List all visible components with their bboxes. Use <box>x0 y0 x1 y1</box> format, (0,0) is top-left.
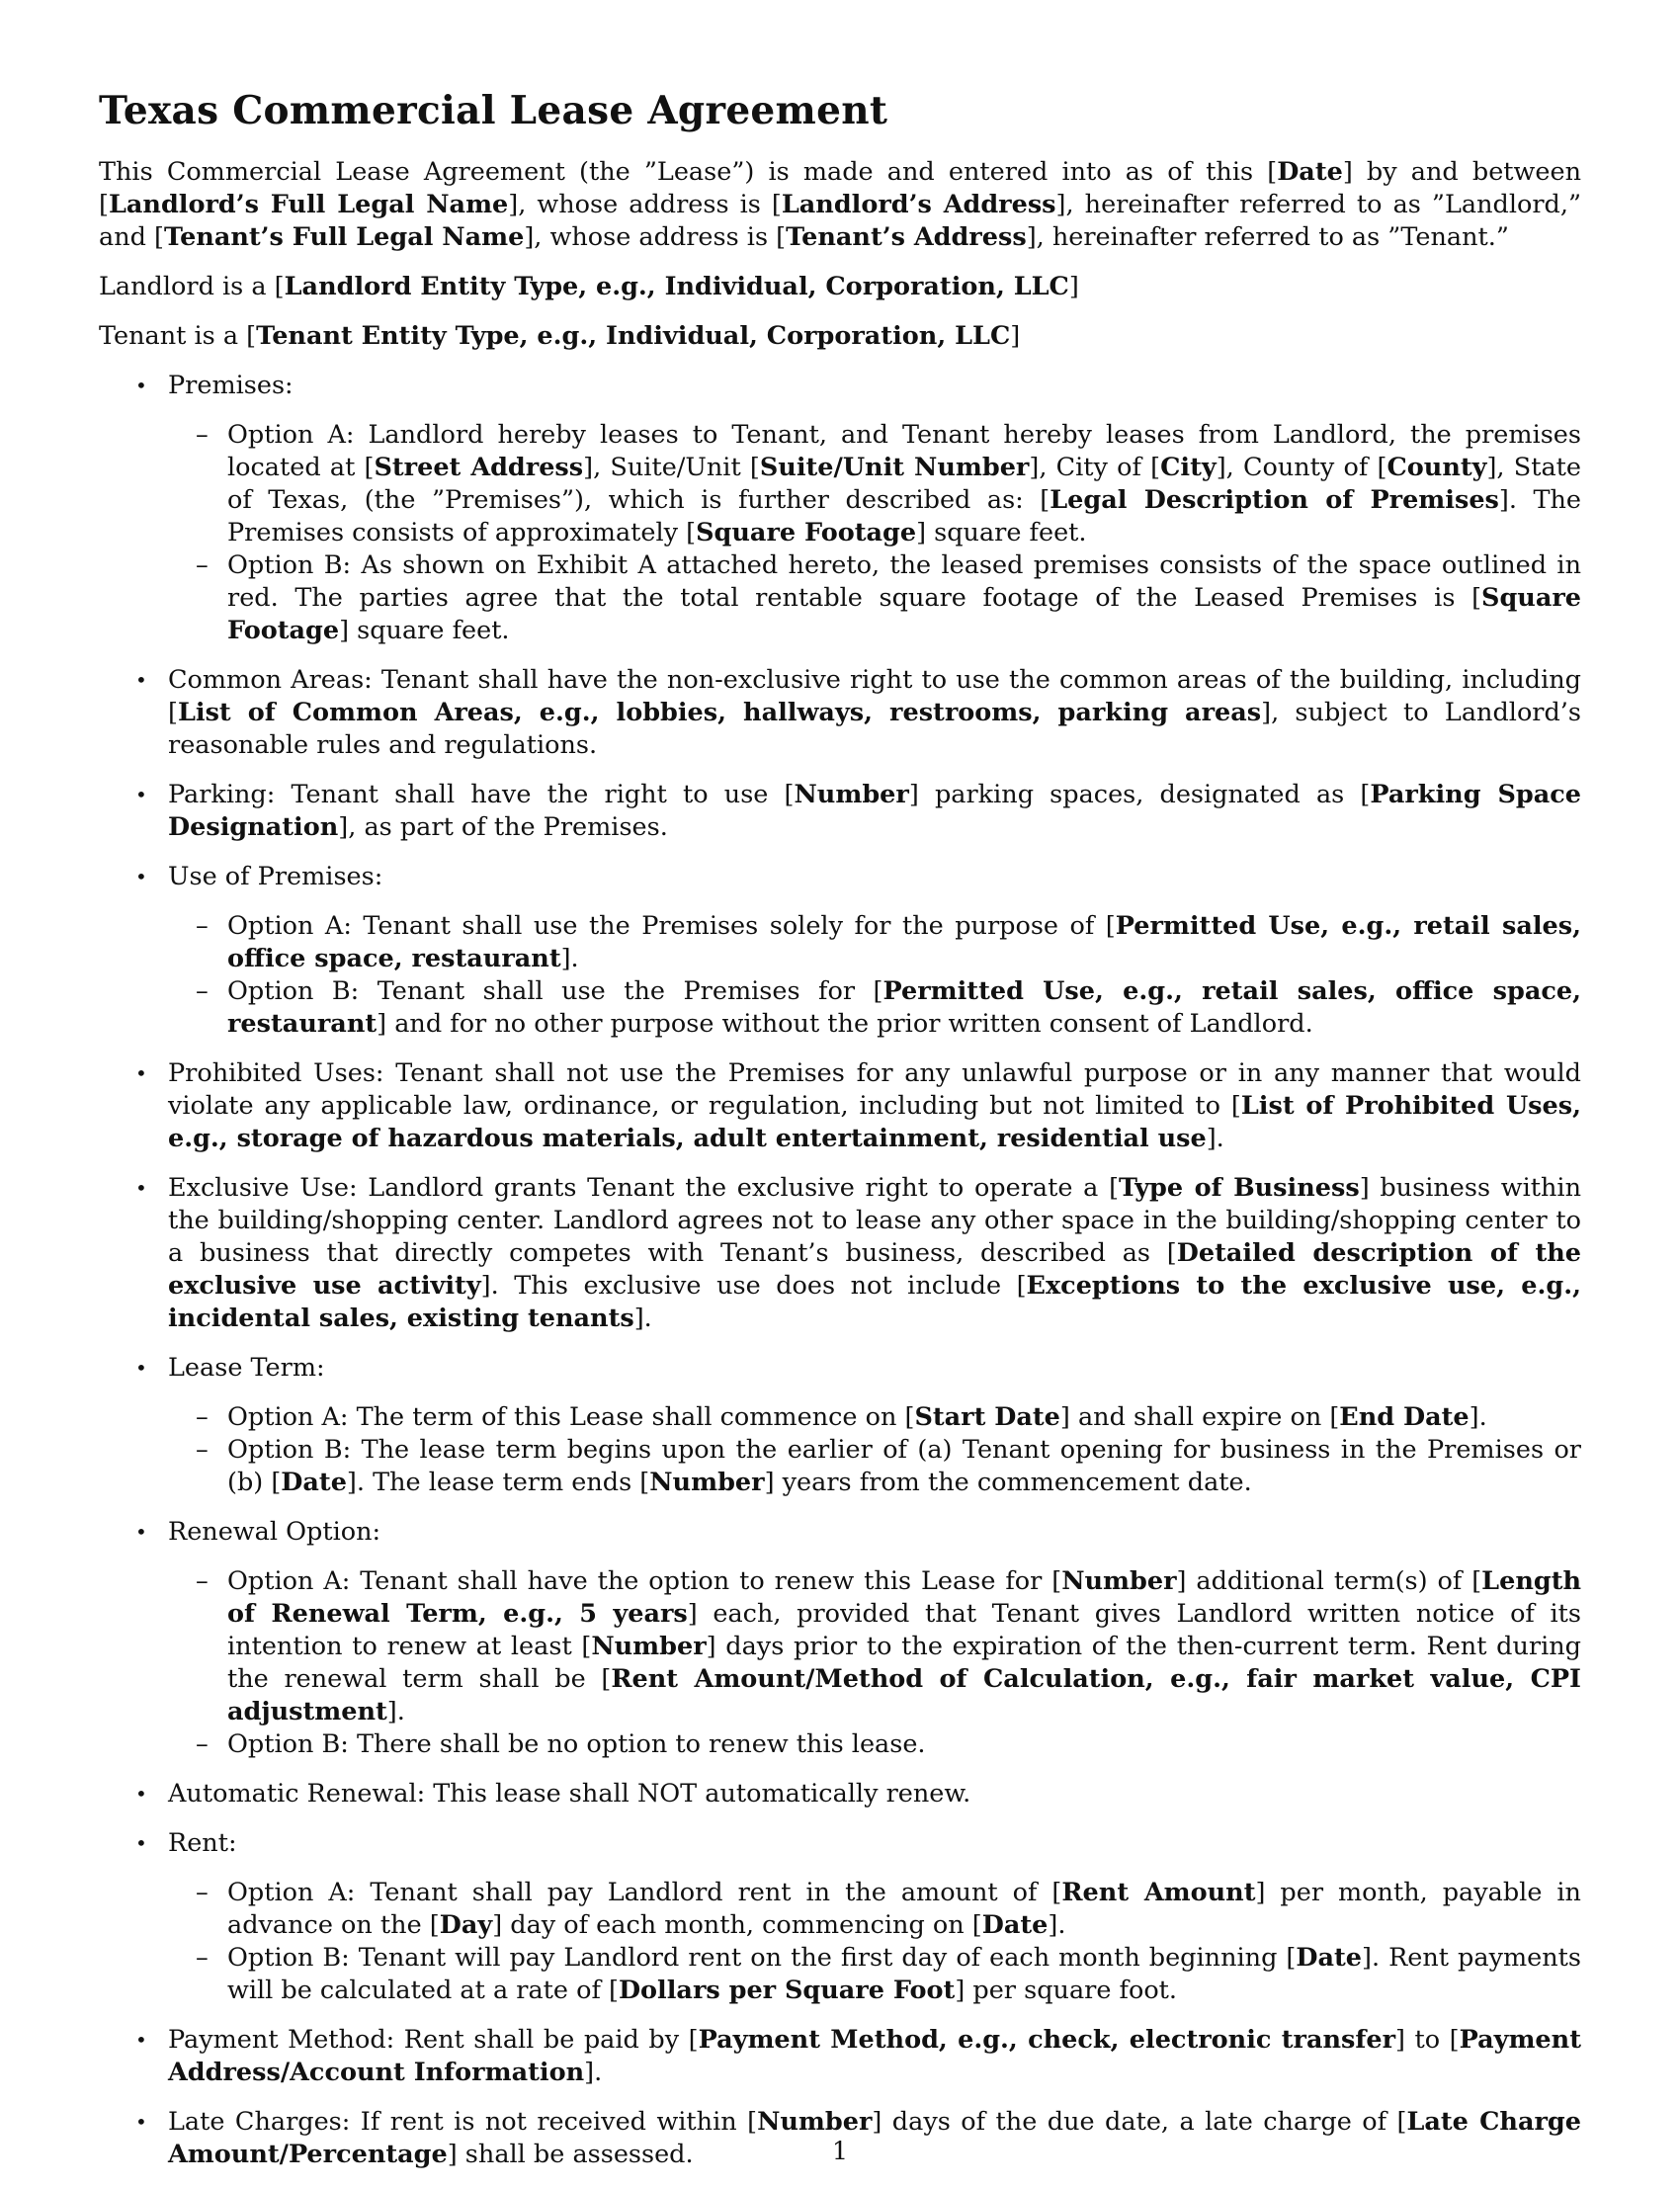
text: ]. <box>1469 1402 1487 1432</box>
text: ], subject to Landlord’s reasonable rules and regulations. <box>168 698 1581 760</box>
option-b <box>168 1728 1581 1761</box>
bullet-icon: • <box>135 668 147 692</box>
text: ] days of the due date, a late charge of [ <box>872 2107 1407 2137</box>
option-b <box>168 549 1581 647</box>
clause-common-areas <box>99 664 1581 762</box>
text: ] per square foot. <box>955 1976 1178 2005</box>
placeholder: List of Common Areas, e.g., lobbies, hallways, restrooms, parking areas <box>177 698 1262 727</box>
text: ] shall be assessed. <box>447 2140 694 2169</box>
document-title: Texas Commercial Lease Agreement <box>99 88 888 133</box>
text: Option A: Tenant shall pay Landlord rent in the amount of [ <box>227 1878 1062 1907</box>
text: ]. This exclusive use does not include [ <box>480 1271 1027 1301</box>
text: Payment Method: Rent shall be paid by [ <box>168 2025 699 2055</box>
text: Option A: The term of this Lease shall commence on [ <box>227 1402 915 1432</box>
text: ], whose address is [ <box>508 190 782 219</box>
placeholder: Date <box>281 1468 347 1497</box>
text: ]. <box>584 2058 603 2087</box>
placeholder: List of Prohibited Uses, e.g., storage of hazardous materials, adult entertainment, residential use <box>168 1091 1581 1153</box>
clause-label: Use of Premises: <box>168 862 383 891</box>
text: ] <box>1068 272 1079 301</box>
clause-parking <box>99 779 1581 844</box>
placeholder: Rent Amount/Method of Calculation, e.g., fair market value, CPI adjustment <box>227 1664 1581 1726</box>
text: ] years from the commencement date. <box>764 1468 1252 1497</box>
text: ]. The Premises consists of approximately [ <box>227 485 1581 547</box>
clause-label: Renewal Option: <box>168 1517 381 1547</box>
text: Parking: Tenant shall have the right to use [ <box>168 780 795 809</box>
text: Option B: As shown on Exhibit A attached hereto, the leased premises consists of the space outlined in red. The parties agree that the total rentable square footage of the Leased Premises is [ <box>227 550 1581 613</box>
dash-icon: – <box>196 1943 209 1973</box>
placeholder: Date <box>1296 1943 1363 1973</box>
text: ] and shall expire on [ <box>1059 1402 1340 1432</box>
intro-paragraph <box>99 156 1581 254</box>
text: ]. <box>1206 1124 1224 1153</box>
text: ] parking spaces, designated as [ <box>908 780 1371 809</box>
option-list <box>168 1401 1581 1499</box>
placeholder: Late Charge Amount/Percentage <box>168 2107 1581 2169</box>
text: ]. <box>1048 1910 1066 1940</box>
placeholder: End Date <box>1339 1402 1470 1432</box>
placeholder: Number <box>1061 1566 1177 1596</box>
placeholder-tenant-name: Tenant’s Full Legal Name <box>164 222 525 252</box>
bullet-icon: • <box>135 1176 147 1200</box>
placeholder: Number <box>757 2107 873 2137</box>
dash-icon: – <box>196 1878 209 1907</box>
placeholder: Exceptions to the exclusive use, e.g., incidental sales, existing tenants <box>168 1271 1581 1333</box>
placeholder: Rent Amount <box>1061 1878 1256 1907</box>
bullet-icon: • <box>135 2028 147 2052</box>
placeholder: Permitted Use, e.g., retail sales, office space, restaurant <box>227 911 1581 973</box>
placeholder: Permitted Use, e.g., retail sales, office space, restaurant <box>227 976 1581 1039</box>
dash-icon: – <box>196 420 209 450</box>
page-number: 1 <box>831 2137 849 2166</box>
text: Landlord is a [ <box>99 272 285 301</box>
placeholder-landlord-name: Landlord’s Full Legal Name <box>108 190 509 219</box>
clause-label: Rent: <box>168 1828 237 1858</box>
option-a <box>168 1401 1581 1434</box>
option-list <box>168 1877 1581 2007</box>
dash-icon: – <box>196 1402 209 1432</box>
text: ], Suite/Unit [ <box>583 453 760 482</box>
placeholder: Square Footage <box>227 583 1581 645</box>
option-a <box>168 1877 1581 1942</box>
text: ] day of each month, commencing on [ <box>492 1910 982 1940</box>
placeholder: Parking Space Designation <box>168 780 1581 842</box>
clause-renewal-option <box>99 1516 1581 1761</box>
dash-icon: – <box>196 1435 209 1465</box>
bullet-icon: • <box>135 865 147 888</box>
placeholder: Type of Business <box>1119 1173 1360 1203</box>
clause-payment-method <box>99 2024 1581 2089</box>
placeholder: Street Address <box>374 453 584 482</box>
option-a <box>168 910 1581 975</box>
option-a <box>168 419 1581 549</box>
clause-prohibited-uses <box>99 1057 1581 1155</box>
clause-list <box>99 370 1581 2171</box>
bullet-icon: • <box>135 1520 147 1544</box>
text: ] days prior to the expiration of the then-current term. Rent during the renewal term shall be [ <box>227 1632 1581 1694</box>
bullet-icon: • <box>135 1061 147 1085</box>
placeholder: County <box>1386 453 1487 482</box>
bullet-icon: • <box>135 783 147 806</box>
text: ], State of Texas, (the ”Premises”), which is further described as: [ <box>227 453 1582 515</box>
text: ], whose address is [ <box>524 222 787 252</box>
placeholder: Dollars per Square Foot <box>618 1976 956 2005</box>
clause-label: Premises: <box>168 371 294 400</box>
placeholder: Number <box>591 1632 707 1661</box>
placeholder: Number <box>649 1468 765 1497</box>
text: ], as part of the Premises. <box>338 812 668 842</box>
text: Prohibited Uses: Tenant shall not use the Premises for any unlawful purpose or in any manner that would violate any applicable law, ordinance, or regulation, including but not limited to [ <box>168 1058 1581 1121</box>
text: Common Areas: Tenant shall have the non-exclusive right to use the common areas of the building, including [ <box>168 665 1581 727</box>
placeholder: Payment Method, e.g., check, electronic transfer <box>698 2025 1396 2055</box>
text: ]. The lease term ends [ <box>346 1468 650 1497</box>
bullet-icon: • <box>135 2110 147 2134</box>
text: ] square feet. <box>916 518 1087 547</box>
text: ] square feet. <box>339 616 510 645</box>
text: ]. <box>560 944 579 973</box>
placeholder: Start Date <box>914 1402 1060 1432</box>
document-page <box>99 87 1581 2188</box>
text: Option B: There shall be no option to renew this lease. <box>227 1729 926 1759</box>
text: Option B: Tenant shall use the Premises for [ <box>227 976 883 1006</box>
clause-exclusive-use <box>99 1172 1581 1335</box>
clause-label: Lease Term: <box>168 1353 325 1383</box>
text: Option A: Tenant shall use the Premises solely for the purpose of [ <box>227 911 1116 941</box>
text: Tenant is a [ <box>99 321 257 351</box>
placeholder-landlord-entity-type: Landlord Entity Type, e.g., Individual, Corporation, LLC <box>284 272 1069 301</box>
option-list <box>168 1565 1581 1761</box>
bullet-icon: • <box>135 1356 147 1380</box>
text: ]. Rent payments will be calculated at a rate of [ <box>227 1943 1582 2005</box>
text: ] <box>1010 321 1021 351</box>
placeholder: Number <box>794 780 909 809</box>
text: ] per month, payable in advance on the [ <box>227 1878 1581 1940</box>
text: ], hereinafter referred to as ”Landlord,” and [ <box>99 190 1582 252</box>
placeholder: Payment Address/Account Information <box>168 2025 1581 2087</box>
dash-icon: – <box>196 976 209 1006</box>
text: ] each, provided that Tenant gives Landlord written notice of its intention to renew at least [ <box>227 1599 1581 1661</box>
clause-lease-term <box>99 1352 1581 1499</box>
text: Option A: Tenant shall have the option to renew this Lease for [ <box>227 1566 1062 1596</box>
option-b <box>168 1434 1581 1499</box>
dash-icon: – <box>196 1566 209 1596</box>
text: Exclusive Use: Landlord grants Tenant the exclusive right to operate a [ <box>168 1173 1120 1203</box>
text: Option B: Tenant will pay Landlord rent on the first day of each month beginning [ <box>227 1943 1297 1973</box>
text: ] additional term(s) of [ <box>1176 1566 1482 1596</box>
placeholder-date: Date <box>1277 157 1343 187</box>
bullet-icon: • <box>135 1831 147 1855</box>
text: ], City of [ <box>1029 453 1161 482</box>
clause-automatic-renewal <box>99 1778 1581 1810</box>
placeholder: Date <box>981 1910 1049 1940</box>
text: Option A: Landlord hereby leases to Tenant, and Tenant hereby leases from Landlord, the premises located at [ <box>227 420 1581 482</box>
bullet-icon: • <box>135 374 147 397</box>
clause-use-of-premises <box>99 861 1581 1041</box>
placeholder-landlord-address: Landlord’s Address <box>781 190 1056 219</box>
text: ], hereinafter referred to as ”Tenant.” <box>1026 222 1509 252</box>
dash-icon: – <box>196 550 209 580</box>
clause-rent <box>99 1827 1581 2007</box>
placeholder: Legal Description of Premises <box>1050 485 1499 515</box>
placeholder-tenant-entity-type: Tenant Entity Type, e.g., Individual, Corporation, LLC <box>256 321 1011 351</box>
tenant-type-paragraph <box>99 320 1581 353</box>
bullet-icon: • <box>135 1782 147 1806</box>
option-a <box>168 1565 1581 1728</box>
dash-icon: – <box>196 911 209 941</box>
text: ] by and between [ <box>99 157 1581 219</box>
option-list <box>168 910 1581 1041</box>
option-list <box>168 419 1581 647</box>
placeholder: Length of Renewal Term, e.g., 5 years <box>227 1566 1582 1629</box>
placeholder-tenant-address: Tenant’s Address <box>786 222 1027 252</box>
text: ] business within the building/shopping center. Landlord agrees not to lease any other space in the building/shopping center to a business that directly competes with Tenant’s business, described as [ <box>168 1173 1581 1268</box>
text: ] to [ <box>1395 2025 1460 2055</box>
text: ]. <box>386 1697 405 1726</box>
text: Automatic Renewal: This lease shall NOT automatically renew. <box>168 1779 971 1809</box>
placeholder: Detailed description of the exclusive use activity <box>168 1238 1582 1301</box>
text: ], County of [ <box>1216 453 1387 482</box>
placeholder: Square Footage <box>696 518 917 547</box>
text: Late Charges: If rent is not received within [ <box>168 2107 758 2137</box>
placeholder: City <box>1160 453 1217 482</box>
text: This Commercial Lease Agreement (the ”Lease”) is made and entered into as of this [ <box>99 157 1278 187</box>
landlord-type-paragraph <box>99 271 1581 303</box>
text: Option B: The lease term begins upon the earlier of (a) Tenant opening for business in the Premises or (b) [ <box>227 1435 1581 1497</box>
text: ] and for no other purpose without the prior written consent of Landlord. <box>377 1009 1313 1039</box>
placeholder: Day <box>439 1910 493 1940</box>
text: ]. <box>633 1304 652 1333</box>
option-b <box>168 1942 1581 2007</box>
placeholder: Suite/Unit Number <box>759 453 1030 482</box>
clause-premises <box>99 370 1581 647</box>
dash-icon: – <box>196 1729 209 1759</box>
option-b <box>168 975 1581 1041</box>
